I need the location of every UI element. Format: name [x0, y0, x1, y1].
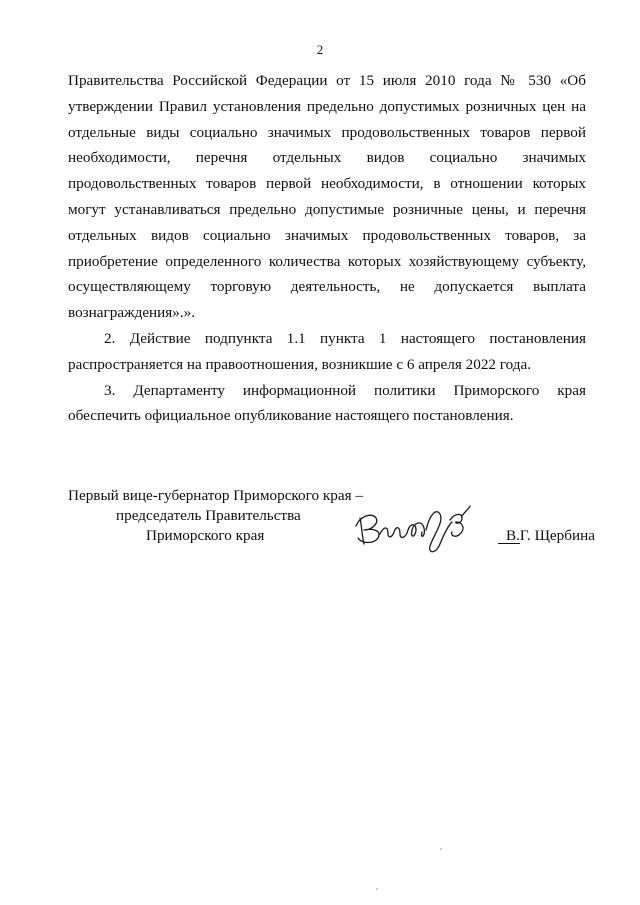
paragraph-3: [68, 378, 586, 430]
text-line: могут устанавливаться предельно допустимые розничные цены, и перечня: [68, 200, 586, 218]
text-line: 3. Департаменту информационной политики Приморского края: [104, 381, 586, 399]
scan-speck: [376, 888, 378, 890]
page-number: 2: [316, 42, 324, 57]
text-line: отдельные виды социально значимых продовольственных товаров первой: [68, 123, 586, 141]
signer-position-line-2: председатель Правительства: [116, 507, 301, 524]
text-line: обеспечить официальное опубликование настоящего постановления.: [68, 407, 514, 425]
scan-speck: [440, 848, 442, 850]
text-line: утверждении Правил установления предельно допустимых розничных цен на: [68, 97, 586, 115]
text-line: отдельных видов социально значимых продовольственных товаров, за: [68, 226, 586, 244]
text-line: осуществляющему торговую деятельность, не допускается выплата: [68, 278, 586, 296]
handwritten-signature: [350, 500, 500, 558]
paragraph-2: [68, 326, 586, 378]
text-line: 2. Действие подпункта 1.1 пункта 1 настоящего постановления: [104, 329, 586, 347]
text-line: вознаграждения».».: [68, 304, 196, 322]
signer-position-line-3: Приморского края: [146, 527, 265, 544]
document-body: [68, 68, 586, 429]
text-line: приобретение определенного количества которых хозяйствующему субъекту,: [68, 252, 586, 270]
signer-position-line-1: Первый вице-губернатор Приморского края –: [68, 487, 363, 504]
text-line: необходимости, перечня отдельных видов социально значимых: [68, 149, 586, 167]
signer-name: В.Г. Щербина: [506, 527, 595, 544]
paragraph-1: [68, 68, 586, 326]
text-line: Правительства Российской Федерации от 15 июля 2010 года № 530 «Об: [68, 72, 586, 89]
text-line: распространяется на правоотношения, возникшие с 6 апреля 2022 года.: [68, 355, 532, 373]
text-line: продовольственных товаров первой необходимости, в отношении которых: [68, 175, 586, 193]
